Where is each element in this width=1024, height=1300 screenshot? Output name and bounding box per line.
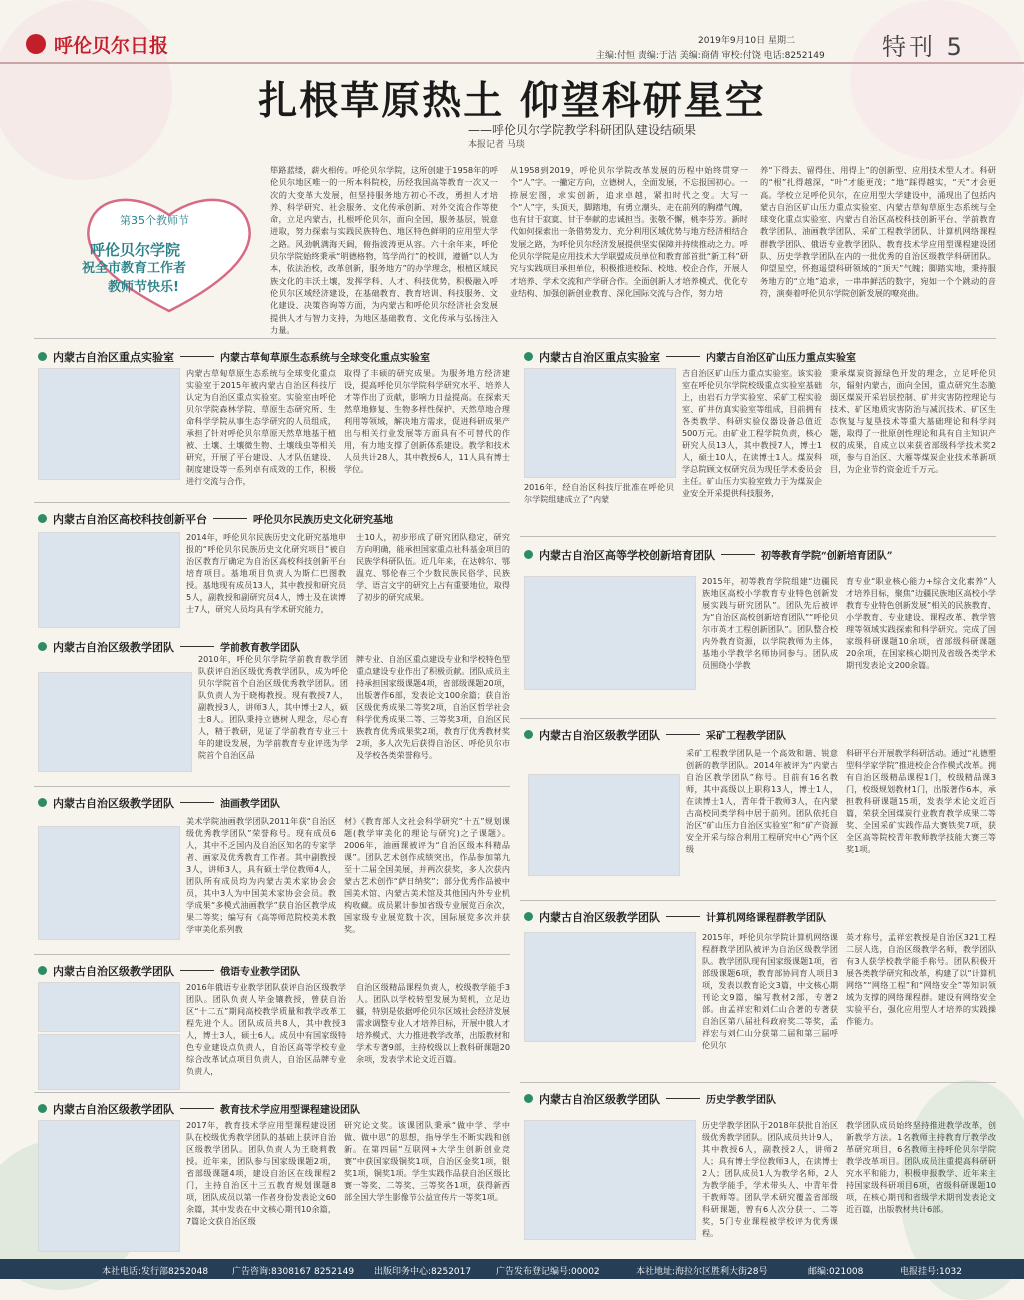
divider [520,718,996,719]
bullet-icon [524,550,533,559]
section-header: 内蒙古自治区高等学校创新培育团队 初等教育学院“创新培育团队” [524,544,893,562]
bullet-icon [524,912,533,921]
photo-top [38,982,180,1032]
divider [520,1082,996,1083]
divider [34,338,996,339]
group-photo [524,368,676,478]
article-subtitle: ——呼伦贝尔学院教学科研团队建设结硕果 [468,123,697,137]
section-header: 内蒙古自治区重点实验室 内蒙古草甸草原生态系统与全球变化重点实验室 [38,346,430,364]
page-header [0,0,1024,64]
section-header: 内蒙古自治区重点实验室 内蒙古自治区矿山压力重点实验室 [524,346,856,364]
section-primary-education-team: 内蒙古自治区高等学校创新培育团队 初等教育学院“创新培育团队” 2015年，初等教育学院组建“边疆民族地区高校小学教育专业特色创新发展实践与研究团队”。团队先后被评为“自治区高校创新培育团队”“呼伦贝尔市英才工程创新团队”。团队整合校内外教育资源，以学院教师为主体，基地小学教学名师协同参与。团队成员围绕小学教 育专业“职业核心能力+综合文化素养”人才培养目标，聚焦“边疆民族地区高校小学教育专业特色创新发展”相关的民族教育、小学教育、专业建设、课程改革、教学管理等领域实践探索和科学研究。完成了国家级科研课题10余项，省部级科研课题20余项，在国家核心期刊及省级各类学术期刊发表论文200余篇。 [524,544,996,694]
bullet-icon [524,352,533,361]
divider [520,900,996,901]
section-header: 内蒙古自治区级教学团队 俄语专业教学团队 [38,960,300,978]
section-network-course-team: 内蒙古自治区级教学团队 计算机网络课程群教学团队 2015年，呼伦贝尔学院计算机网络课程群教学团队被评为自治区级教学团队。教学团队现有国家级课题1项，省部级课题6项，教育部协同育人项目3项，发表以教育论文3篇，中文核心期刊论文9篇，编写教材2部，专著2部。由孟祥宏和刘仁山合著的专著获自治区第八届社科政府奖二等奖，孟祥宏与刘仁山分获第二届和第三届呼伦贝尔 英才称号，孟祥宏教授是自治区321工程二层人选，自治区级教学名师，教学团队有3人获学校教学能手称号。团队积极开展各类教学研究和改革，构建了以“计算机网络”“网络工程”和“网络安全”等知识领域为支撑的网络课程群。建设有网络安全实验平台，强化应用型人才培养的实践操作能力。 [524,906,996,1046]
section-preschool-team: 内蒙古自治区级教学团队 学前教育教学团队 2010年，呼伦贝尔学院学前教育教学团队获评自治区级优秀教学团队，成为呼伦贝尔学院首个自治区级优秀教学团队。团队负责人为于晓梅教授。现有教授7人，副教授3人，讲师3人，其中博士2人，硕士8人。团队秉持立德树人理念，尽心育人，精于教研，见证了学前教育专业三十年的建设发展，为学前教育专业评选为学院首个自治区品 牌专业、自治区重点建设专业和学校特色型重点建设专业作出了积极贡献。团队成员主持承担国家级课题4项，省部级课题20项，出版著作6部，发表论文100余篇；获自治区级优秀成果二等奖2项，自治区哲学社会科学优秀成果二等、三等奖3项，自治区民族教育优秀成果奖2项，教育厅优秀教材奖2项，多人次先后获得自治区、呼伦贝尔市及学校各类荣誉称号。 [38,636,510,782]
bullet-icon [38,798,47,807]
photo-bottom [38,1034,180,1090]
photo-caption: 2016年，经自治区科技厅批准在呼伦贝尔学院组建成立了“内蒙 [524,482,674,504]
intro-column-3: 养“下得去、留得住、用得上”的创新型、应用技术型人才。科研的“根”扎得越深，“叶”才能更茂；“地”踩得越实，“天”才会更高。学校立足呼伦贝尔，在应用型大学建设中，涌现出了包括内蒙古自治区矿山压力重点实验室、内蒙古草甸草原生态系统与全球变化重点实验室、内蒙古自治区高校科技创新平台、学前教育教学团队、油画教学团队、采矿工程教学团队、计算机网络课程群教学团队、俄语专业教学团队、教育技术学应用型课程建设团队、历史学教学团队在内的一批优秀的自治区级教学科研团队。仰望星空，怀抱遥望科研领域的“顶天”气魄；脚踏实地，秉持服务地方的“立地”追求，一串串鲜活的数字，宛如一个个跳动的音符，演奏着呼伦贝尔学院创新发展的嘹亮曲。 [760,165,996,298]
bullet-icon [38,514,47,523]
bullet-icon [38,1104,47,1113]
stamp-line-3: 祝全市教育工作者 [82,261,187,276]
divider [34,954,510,955]
page-number: 5 [946,33,965,61]
newspaper-logo: 呼伦贝尔日报 [54,35,169,57]
section-header: 内蒙古自治区级教学团队 采矿工程教学团队 [524,724,786,742]
divider [34,502,510,503]
bullet-icon [38,642,47,651]
group-photo [524,1120,696,1240]
group-photo [524,576,696,690]
section-header: 内蒙古自治区级教学团队 教育技术学应用型课程建设团队 [38,1098,360,1116]
footer-phone: 本社电话:发行部8252048 [102,1267,209,1277]
divider [34,1092,510,1093]
footer-postcode: 邮编:021008 [808,1267,864,1277]
bullet-icon [38,966,47,975]
intro-column-1: 筚路蓝缕，薪火相传。呼伦贝尔学院，这所创建于1958年的呼伦贝尔地区唯一的一所本科院校，历经我国高等教育一次又一次的大变革大发展，但坚持服务地方初心不改，勇担人才培养、科学研究、社会服务、文化传承创新、对外交流合作等使命，立足内蒙古，扎根呼伦贝尔，面向全国，服务基层，锐意进取，努力探索与实践民族特色、地区特色鲜明的应用型大学之路。风劲帆满海天阔，俯指波涛更从容。六十余年来，呼伦贝尔学院始终秉承“明德格物，笃学尚行”的校训，遵循“以人为本，依法治校，改革创新，服务地方”的办学理念，根植区域民族文化的丰沃土壤，发挥学科、人才、科技优势，积极融入呼伦贝尔区域经济建设，在基础教育、教育培训、科技服务、文化建设、决策咨询等方面，为内蒙古和呼伦贝尔经济社会发展提供人才与智力支持，为地区基础教育、文化传承与弘扬注入力量。 [270,165,498,335]
stamp-line-2: 呼伦贝尔学院 [90,241,181,259]
footer-address: 本社地址:海拉尔区胜利大街28号 [636,1267,768,1277]
section-header: 内蒙古自治区级教学团队 油画教学团队 [38,792,280,810]
intro-column-2: 从1958到2019，呼伦贝尔学院改革发展的历程中始终贯穿一个“人”字。一撇定方向，立德树人，全面发展，不忘报国初心。一捺展宏图，求实创新，追求卓越，紧扣时代之变。大写一个“人”字，头顶天，脚踏地，有勇立潮头、走在前列的胸襟气魄，也有甘于寂寞、甘于奉献的忠诚担当。张敬不懈，桃李芬芳。新时代如何探索出一条借势发力、充分利用区域优势与地方经济相结合发展之路，为呼伦贝尔经济发展提供坚实保障并持续推动之力。呼伦贝尔学院是应用技术大学联盟成员单位和教育部首批“新工科”研究与实践项目承担单位，积极推进校际、校地、校企合作，开展人才培养、学术交流和产学研合作。全面创新人才培养模式、优化专业结构、加强创新创业教育、深化国际交流与合作，努力培 [510,165,748,298]
section-education-technology-team: 内蒙古自治区级教学团队 教育技术学应用型课程建设团队 2017年，教育技术学应用型课程建设团队在校级优秀教学团队的基础上获评自治区级教学团队。团队负责人为王晓莉教授。近年来，团队参与国家级课题2项，省部级课题4项，建设自治区在线课程2门，主持自治区十三五教育规划课题8项，团队成员以第一作者身份发表论文60余篇，其中发表在中文核心期刊10余篇，7篇论文获自治区级 研究论文奖。该课团队秉承“做中学、学中做、做中思”的思想，指导学生不断实践和创新。在第四届“互联网+大学生创新创业竞赛”中获国家级铜奖1项，自治区金奖1项，银奖1项，铜奖1项。学生实践作品获自治区级比赛一等奖、二等奖、三等奖各1项，获得新西部全国大学生影像节公益宣传片一等奖1项。 [38,1098,510,1254]
editors-line: 主编:付恒 责编:于洁 美编:商倩 审校:付饶 电话:8252149 [596,51,825,61]
section-russian-team: 内蒙古自治区级教学团队 俄语专业教学团队 2016年俄语专业教学团队获评自治区级教学团队。团队负责人毕金镶教授，曾获自治区“十二五”期间高校教学质量和教学改革工程先进个人。团队成员共8人，其中教授3人，博士3人，硕士6人。成员中有国家级特色专业建设点负责人，自治区高等学校专业综合改革试点项目负责人，自治区品牌专业负责人， 自治区级精品课程负责人，校级教学能手3人。团队以学校转型发展为契机，立足边疆，特别是依据呼伦贝尔区域社会经济发展需求调整专业人才培养目标，开展中俄人才培养模式、大力推进教学改革，出版教材和学术专著9部，主持校级以上教科研课题20余项，发表学术论文近百篇。 [38,960,510,1090]
divider [34,786,510,787]
group-photo [528,774,680,876]
section-mining-engineering-team: 内蒙古自治区级教学团队 采矿工程教学团队 采矿工程教学团队是一个高效和谐、锐意创新的教学团队。2014年被评为“内蒙古自治区教学团队”称号。目前有16名教师，其中高级以上职称13人，博士1人，在读博士1人，青年骨干教师3人，在内蒙古高校同类学科中居于前列。团队依托自治区“矿山压力自治区实验室”和“矿产资源安全开采与综合利用工程研究中心”两个区级 科研平台开展教学科研活动。通过“礼德塑型科学家学院”推进校企合作模式改革。拥有自治区级精品课程1门，校级精品课3门，校级规划教材1门，出版著作6本，承担教科研课题15项，发表学术论文近百篇，荣获全国煤炭行业教育教学成果二等奖、全国采矿实践作品大赛铁奖7项，获全区高等院校青年教师教学技能大赛三等奖1项。 [524,724,996,884]
group-photo [524,932,696,1042]
footer-ad-license: 广告发布登记编号:00002 [496,1267,600,1277]
section-mine-pressure-lab: 内蒙古自治区重点实验室 内蒙古自治区矿山压力重点实验室 2016年，经自治区科技厅批准在呼伦贝尔学院组建成立了“内蒙 吉自治区矿山压力重点实验室。该实验室在呼伦贝尔学院校级重点实验室基础上，由岩石力学实验室、采矿工程实验室、矿井仿真实验室等组成，目前拥有各类教学、科研实验仪器设备总值近500万元。由矿业工程学院负责，核心研究人员13人，其中教授7人，博士1人，硕士10人，在读博士1人。煤炭科学总院顾文权研究员为现任学术委员会主任。矿山压力实验室致力于为煤炭企业安全开采提供科技服务， 秉承煤炭资源绿色开发的理念，立足呼伦贝尔，辐射内蒙古，面向全国，重点研究生态脆弱区煤炭开采岩层控制、矿井灾害防控理论与技术、矿区地质灾害防治与减沉技术、矿区生态恢复与复垦技术等重大基础理论和科学问题，取得了一批原创性理论和具有自主知识产权的成果，自成立以来获省部级科学技术奖2项，参与自治区、大雁等煤炭企业技术革新项目，为企业节约资金近千万元。 [524,346,996,504]
stamp-line-4: 教师节快乐! [108,280,179,295]
section-history-team: 内蒙古自治区级教学团队 历史学教学团队 历史学教学团队于2018年获批自治区级优秀教学团队。团队成员共计9人，其中教授6人，副教授2人，讲师2人；具有博士学位教师3人，在读博士2人；团队成员1人为教学名师，2人为教学能手，学术带头人、中青年骨干教师等。团队学术研究覆盖省部级科研课题，曾有6人次分获一、二等奖，5门专业课程被学校评为优秀课程。 教学团队成员始终坚持推进教学改革，创新教学方法。1名教师主持教育厅教学改革研究项目，6名教师主持呼伦贝尔学院教学改革项目。团队成员注重提高科研研究水平和能力，积极申报教学、近年来主持国家级科研项目6项，省级科研课题10项，在核心期刊和省级学术期刊发表论文近百篇，出版教材共计6部。 [524,1088,996,1254]
footer-telegraph: 电报挂号:1032 [900,1267,962,1277]
page-footer [0,1259,1024,1279]
section-header: 内蒙古自治区高校科技创新平台 呼伦贝尔民族历史文化研究基地 [38,508,393,526]
section-grassland-lab: 内蒙古自治区重点实验室 内蒙古草甸草原生态系统与全球变化重点实验室 内蒙古草甸草原生态系统与全球变化重点实验室于2015年被内蒙古自治区科技厅认定为自治区重点实验室。实验室由呼伦贝尔学院森林学院、草原生态研究所、生命科学学院从事生态学研究的人员组成，承担了针对呼伦贝尔草原天然草地基于植被、土壤、土壤微生物、土壤线虫等相关研究，开展了平台建设、人才队伍建设、制度建设等一系列卓有成效的工作，积极进行交流与合作， 取得了丰硕的研究成果。为服务地方经济建设，提高呼伦贝尔学院科学研究水平、培养人才等作出了贡献，影响力日益提高。在探索天然草地修复、生物多样性保护、天然草地合理利用等领域，解决地方需求，促进科研成果产出与相关行业发展等方面具有不可替代的作用，有力地支撑了创新体系建设。教学和技术人员共计28人，其中教授6人，11人具有博士学位。 [38,346,510,496]
reporter-line: 本报记者 马琰 [468,140,525,150]
footer-print-center: 出版印务中心:8252017 [374,1267,472,1277]
bullet-icon [524,1094,533,1103]
section-ethnic-history-base: 内蒙古自治区高校科技创新平台 呼伦贝尔民族历史文化研究基地 2014年，呼伦贝尔民族历史文化研究基地申报的“呼伦贝尔民族历史文化研究项目”被自治区教育厅确定为自治区高校科技创新平台培育项目。基地项目负责人为斯仁巴图教授。基地现有成员13人，其中教授和研究员5人，副教授和副研究员4人，博士及在读博士7人，研究人员均具有学术研究能力， 士10人，初步形成了研究团队稳定，研究方向明确，能承担国家重点社科基金项目的民族学科研队伍。近几年来，在达斡尔、鄂温克、鄂伦春三个少数民族民俗学、民族学、语言文字的研究上占有重要地位，取得了初步的研究成果。 [38,508,510,630]
footer-ad-contact: 广告咨询:8308167 8252149 [232,1267,355,1277]
date-line: 2019年9月10日 星期二 [698,36,795,46]
logo-icon [26,34,46,54]
group-photo [38,368,180,480]
bullet-icon [38,352,47,361]
section-oil-painting-team: 内蒙古自治区级教学团队 油画教学团队 美术学院油画教学团队2011年获“自治区级优秀教学团队”荣誉称号。现有成员6人，其中不乏国内及自治区知名的专家学者、画家及优秀教育工作者。其中副教授3人，讲师3人，具有硕士学位教师4人，团队所有成员均为内蒙古美术家协会会员，其中3人为中国美术家协会会员。教学成果“多模式油画教学”获自治区教学成果二等奖；编写有《高等师范院校美术教学审美化系列教 材》《教育部人文社会科学研究“十五”规划课题(教学审美化的理论与研究)之子课题》。2006年，油画课被评为“自治区级本科精品课”。团队艺术创作成绩突出，作品参加第九至十二届全国美展，并两次获奖，多人次获内蒙古艺术创作“萨日纳奖”；部分优秀作品被中国美术馆、内蒙古美术馆及其他国内外专业机构收藏。成员累计参加省级专业展览百余次，国家级专业展览数十次，国际展览多次并获奖。 [38,792,510,950]
group-photo [38,532,180,628]
section-header: 内蒙古自治区级教学团队 历史学教学团队 [524,1088,776,1106]
section-name: 特刊 5 [882,33,965,61]
stamp-line-1: 第35个教师节 [120,214,189,227]
group-photo [38,826,180,940]
group-photo [38,672,192,772]
group-photo [38,1120,180,1252]
article-title: 扎根草原热土 仰望科研星空 [258,78,766,124]
section-header: 内蒙古自治区级教学团队 学前教育教学团队 [38,636,300,654]
divider [520,536,996,537]
section-header: 内蒙古自治区级教学团队 计算机网络课程群教学团队 [524,906,826,924]
bullet-icon [524,730,533,739]
